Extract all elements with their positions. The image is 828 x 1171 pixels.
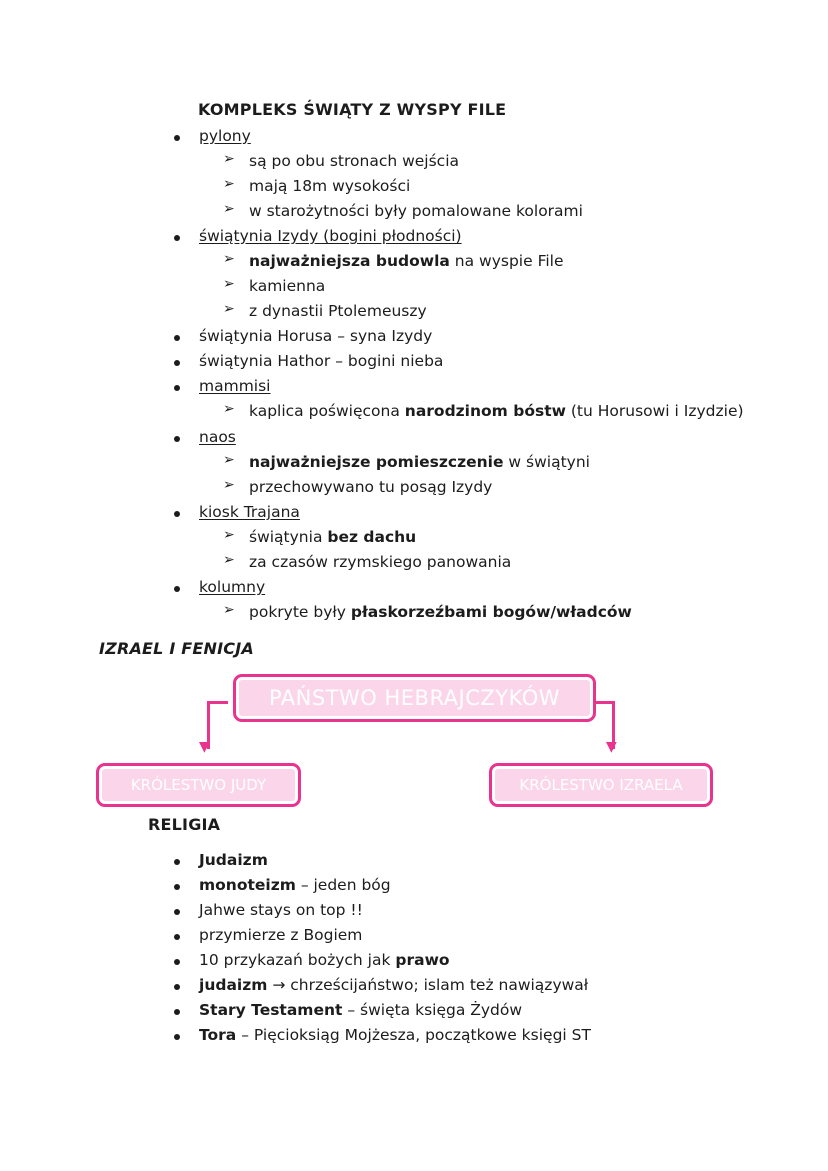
list-item <box>199 1026 591 1044</box>
sub-item: ➢ za czasów rzymskiego panowania <box>249 553 511 571</box>
naos-label: naos <box>199 428 236 446</box>
bold-text: bez dachu <box>327 528 417 546</box>
list-item-izyda <box>199 227 462 245</box>
connector-line <box>210 701 228 704</box>
bold-text: Judaizm <box>199 851 268 869</box>
text: – święta księga Żydów <box>342 1001 523 1019</box>
section-title-religia: RELIGIA <box>148 815 221 834</box>
diagram-root-box: PAŃSTWO HEBRAJCZYKÓW <box>233 674 596 722</box>
section-title-izrael: IZRAEL I FENICJA <box>99 639 254 658</box>
list-item-pylony <box>199 127 251 145</box>
text: kaplica poświęcona <box>249 402 405 420</box>
sub-item: ➢ są po obu stronach wejścia <box>249 152 459 170</box>
text: – Pięcioksiąg Mojżesza, początkowe księgi ST <box>236 1026 591 1044</box>
sub-item <box>249 453 590 471</box>
arrow-down-icon: ▼ <box>199 739 210 755</box>
list-item-horus: świątynia Horusa – syna Izydy <box>199 327 433 345</box>
list-item: Jahwe stays on top !! <box>199 901 363 919</box>
sub-item <box>249 402 744 420</box>
sub-item <box>249 252 564 270</box>
bold-text: prawo <box>395 951 450 969</box>
bold-text: płaskorzeźbami bogów/władców <box>350 603 632 621</box>
mammisi-label: mammisi <box>199 377 271 395</box>
sub-item: ➢ kamienna <box>249 277 325 295</box>
list-item <box>199 851 268 869</box>
sub-item <box>249 603 632 621</box>
text: w świątyni <box>503 453 590 471</box>
bold-text: narodzinom bóstw <box>404 402 566 420</box>
text: pokryte były <box>249 603 351 621</box>
bold-text: monoteizm <box>199 876 296 894</box>
text: 10 przykazań bożych jak <box>199 951 396 969</box>
bold-text: Stary Testament <box>199 1001 343 1019</box>
diagram-left-box: KRÓLESTWO JUDY <box>96 763 301 807</box>
sub-item: ➢ mają 18m wysokości <box>249 177 410 195</box>
sub-item: ➢ w starożytności były pomalowane kolorami <box>249 202 583 220</box>
izyda-label: świątynia Izydy (bogini płodności) <box>199 227 462 245</box>
sub-item <box>249 528 416 546</box>
text: – jeden bóg <box>295 876 391 894</box>
list-item-mammisi <box>199 377 270 395</box>
list-item <box>199 876 391 894</box>
sub-item: ➢ z dynastii Ptolemeuszy <box>249 302 427 320</box>
list-item-kolumny <box>199 578 265 596</box>
text: świątynia <box>249 528 328 546</box>
kolumny-label: kolumny <box>199 578 266 596</box>
text: na wyspie File <box>449 252 564 270</box>
list-item <box>199 1001 522 1019</box>
list-item-naos <box>199 428 236 446</box>
pylony-label: pylony <box>199 127 251 145</box>
sub-item: ➢ przechowywano tu posąg Izydy <box>249 478 492 496</box>
bold-text: Tora <box>199 1026 237 1044</box>
text: → chrześcijaństwo; islam też nawiązywał <box>267 976 589 994</box>
bold-text: judaizm <box>199 976 268 994</box>
list-item-kiosk <box>199 503 300 521</box>
list-item: przymierze z Bogiem <box>199 926 363 944</box>
list-item <box>199 976 588 994</box>
text: (tu Horusowi i Izydzie) <box>565 402 744 420</box>
arrow-down-icon: ▼ <box>606 739 617 755</box>
bold-text: najważniejsza budowla <box>249 252 450 270</box>
list-item <box>199 951 450 969</box>
list-item-hathor: świątynia Hathor – bogini nieba <box>199 352 444 370</box>
kiosk-label: kiosk Trajana <box>199 503 300 521</box>
bold-text: najważniejsze pomieszczenie <box>249 453 504 471</box>
section-title-file: KOMPLEKS ŚWIĄTY Z WYSPY FILE <box>198 100 507 119</box>
diagram-right-box: KRÓLESTWO IZRAELA <box>489 763 713 807</box>
